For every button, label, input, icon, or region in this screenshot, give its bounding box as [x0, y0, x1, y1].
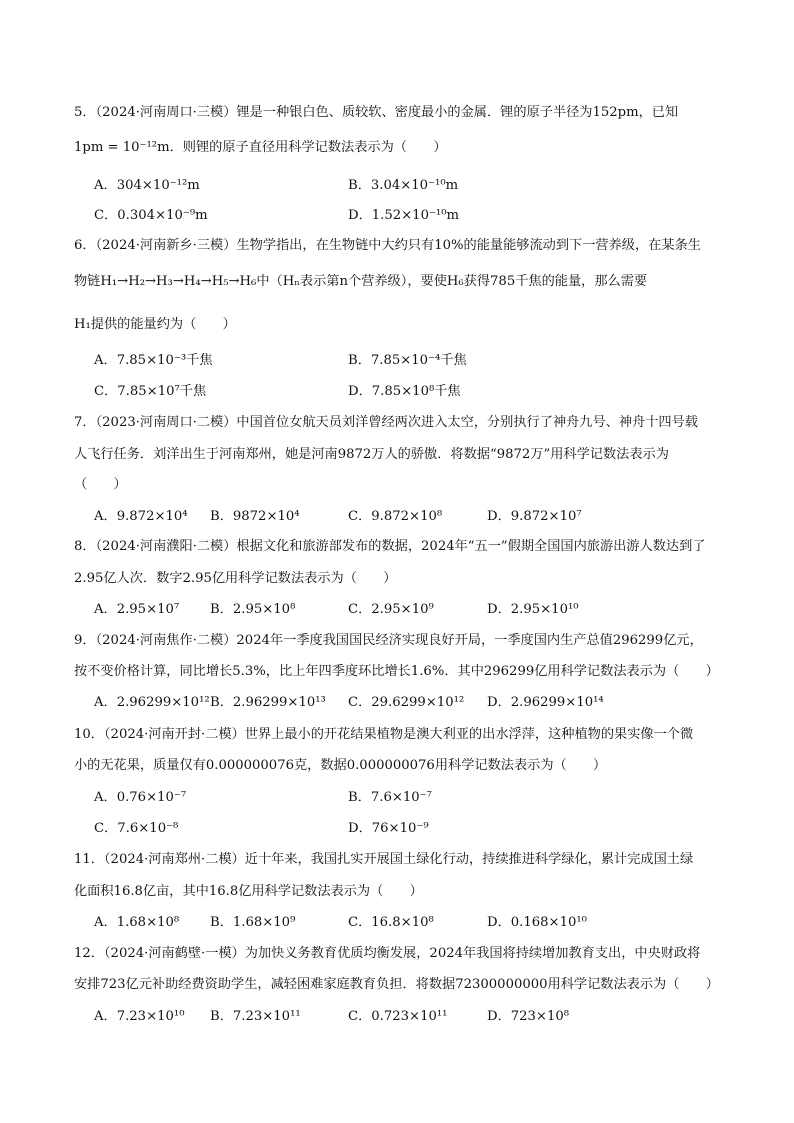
- q5-option-c[interactable]: C．0.304×10⁻⁹m: [94, 208, 208, 223]
- q10-text-line-2: 小的无花果，质量仅有0.000000076克，数据0.000000076用科学记数法表示为（ ）: [74, 758, 607, 773]
- q9-text-line-1: 9．（2024·河南焦作·二模）2024年一季度我国国民经济实现良好开局，一季度国内生产总值296299亿元，: [74, 633, 703, 648]
- q9-option-b[interactable]: B．2.96299×10¹³: [210, 695, 326, 710]
- q9-text-line-2: 按不变价格计算，同比增长5.3%，比上年四季度环比增长1.6%．其中296299亿用科学记数法表示为（ ）: [74, 664, 719, 679]
- q12-text-line-1: 12．（2024·河南鹤壁·一模）为加快义务教育优质均衡发展，2024年我国将持续增加教育支出，中央财政将: [74, 946, 701, 961]
- q8-option-c[interactable]: C．2.95×10⁹: [348, 602, 434, 617]
- q6-option-d[interactable]: D．7.85×10⁸千焦: [348, 384, 461, 399]
- q5-option-b[interactable]: B．3.04×10⁻¹⁰m: [348, 178, 459, 193]
- q12-option-d[interactable]: D．723×10⁸: [487, 1009, 570, 1024]
- q9-options-row: [94, 694, 734, 712]
- q8-option-b[interactable]: B．2.95×10⁸: [210, 602, 296, 617]
- q7-text-line-2: 人飞行任务．刘洋出生于河南郑州，她是河南9872万人的骄傲．将数据“9872万”用科学记数法表示为: [74, 447, 669, 462]
- q11-text-line-2: 化面积16.8亿亩，其中16.8亿用科学记数法表示为（ ）: [74, 884, 423, 899]
- q8-option-d[interactable]: D．2.95×10¹⁰: [487, 602, 579, 617]
- q7-options-row: [94, 508, 734, 526]
- q12-option-b[interactable]: B．7.23×10¹¹: [210, 1009, 301, 1024]
- q12-options-row: [94, 1008, 734, 1026]
- q11-option-b[interactable]: B．1.68×10⁹: [210, 915, 296, 930]
- q6-option-a[interactable]: A．7.85×10⁻³千焦: [94, 353, 213, 368]
- q6-options-row-2: [94, 383, 734, 401]
- q11-text-line-1: 11．（2024·河南郑州·二模）近十年来，我国扎实开展国土绿化行动，持续推进科学绿化，累计完成国土绿: [74, 852, 694, 867]
- q7-text-line-1: 7．（2023·河南周口·二模）中国首位女航天员刘洋曾经两次进入太空，分别执行了神舟九号、神舟十四号载: [74, 415, 698, 430]
- q11-option-a[interactable]: A．1.68×10⁸: [94, 915, 180, 930]
- q5-option-d[interactable]: D．1.52×10⁻¹⁰m: [348, 208, 459, 223]
- q5-text-line-2: 1pm = 10⁻¹²m．则锂的原子直径用科学记数法表示为（ ）: [74, 140, 447, 155]
- q8-text-line-1: 8．（2024·河南濮阳·二模）根据文化和旅游部发布的数据，2024年“五一”假期全国国内旅游出游人数达到了: [74, 539, 706, 554]
- q12-option-c[interactable]: C．0.723×10¹¹: [348, 1009, 448, 1024]
- q9-option-d[interactable]: D．2.96299×10¹⁴: [487, 695, 604, 710]
- q9-option-a[interactable]: A．2.96299×10¹²: [94, 695, 210, 710]
- q8-text-line-2: 2.95亿人次．数字2.95亿用科学记数法表示为（ ）: [74, 571, 397, 586]
- q11-option-c[interactable]: C．16.8×10⁸: [348, 915, 434, 930]
- q6-text-line-2: 物链H₁→H₂→H₃→H₄→H₅→H₆中（Hₙ表示第n个营养级），要使H₆获得785千焦的能量，那么需要: [74, 274, 648, 289]
- q5-options-row-1: [94, 177, 734, 195]
- q5-text-line-1: 5．（2024·河南周口·三模）锂是一种银白色、质较软、密度最小的金属．锂的原子半径为152pm，已知: [74, 105, 679, 120]
- q10-text-line-1: 10．（2024·河南开封·二模）世界上最小的开花结果植物是澳大利亚的出水浮萍，这种植物的果实像一个微: [74, 727, 694, 742]
- q7-option-a[interactable]: A．9.872×10⁴: [94, 509, 188, 524]
- q10-option-c[interactable]: C．7.6×10⁻⁸: [94, 821, 179, 836]
- q7-text-line-3: （ ）: [74, 477, 127, 492]
- q7-option-c[interactable]: C．9.872×10⁸: [348, 509, 443, 524]
- q6-option-c[interactable]: C．7.85×10⁷千焦: [94, 384, 207, 399]
- q6-options-row-1: [94, 352, 734, 370]
- q11-options-row: [94, 914, 734, 932]
- q6-option-b[interactable]: B．7.85×10⁻⁴千焦: [348, 353, 467, 368]
- q7-option-b[interactable]: B．9872×10⁴: [210, 509, 300, 524]
- q10-options-row-2: [94, 820, 734, 838]
- q10-options-row-1: [94, 789, 734, 807]
- q5-options-row-2: [94, 207, 734, 225]
- q11-option-d[interactable]: D．0.168×10¹⁰: [487, 915, 587, 930]
- q8-options-row: [94, 601, 734, 619]
- q6-text-line-3: H₁提供的能量约为（ ）: [74, 317, 236, 332]
- q10-option-d[interactable]: D．76×10⁻⁹: [348, 821, 429, 836]
- q12-text-line-2: 安排723亿元补助经费资助学生，减轻困难家庭教育负担．将数据72300000000用科学记数法表示为（ ）: [74, 977, 719, 992]
- q9-option-c[interactable]: C．29.6299×10¹²: [348, 695, 465, 710]
- q10-option-b[interactable]: B．7.6×10⁻⁷: [348, 790, 432, 805]
- q5-option-a[interactable]: A．304×10⁻¹²m: [94, 178, 200, 193]
- q10-option-a[interactable]: A．0.76×10⁻⁷: [94, 790, 187, 805]
- q6-text-line-1: 6．（2024·河南新乡·三模）生物学指出，在生物链中大约只有10%的能量能够流动到下一营养级，在某条生: [74, 238, 701, 253]
- q7-option-d[interactable]: D．9.872×10⁷: [487, 509, 582, 524]
- q8-option-a[interactable]: A．2.95×10⁷: [94, 602, 180, 617]
- q12-option-a[interactable]: A．7.23×10¹⁰: [94, 1009, 185, 1024]
